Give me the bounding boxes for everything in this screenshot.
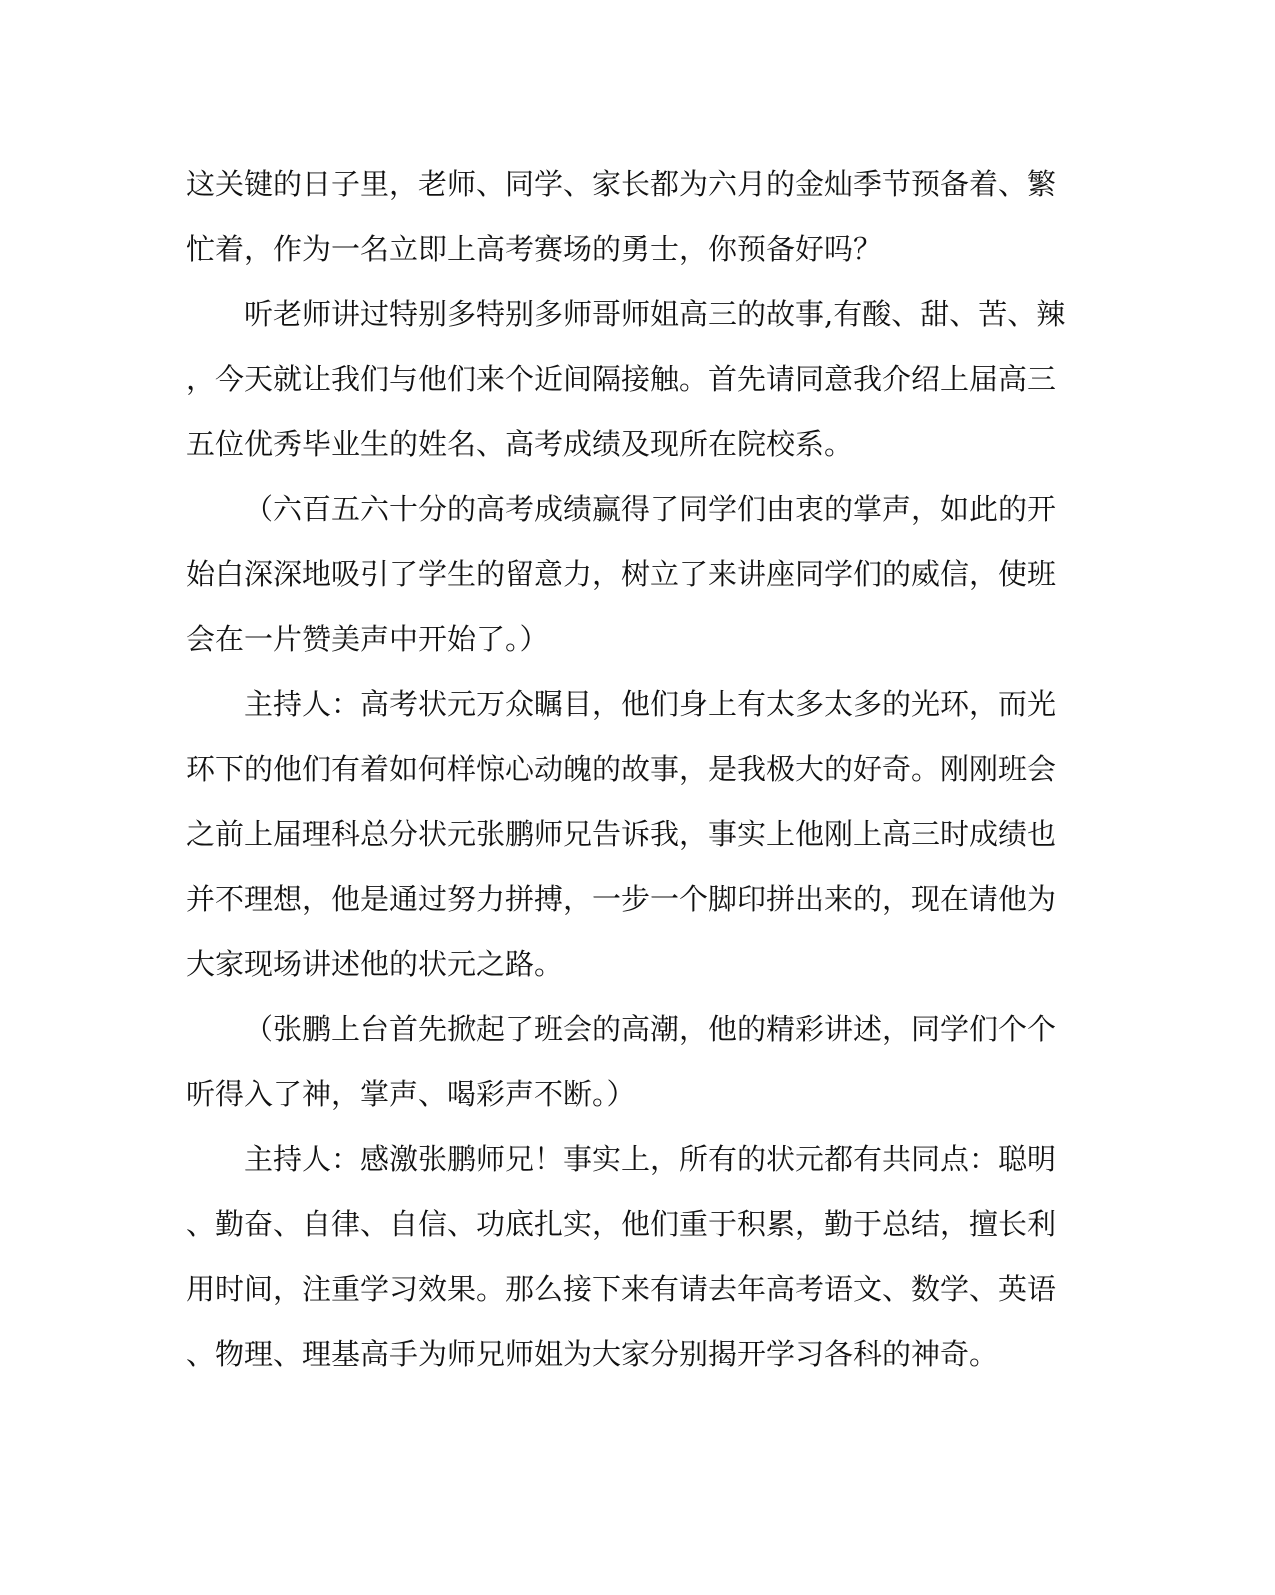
text-line: 、勤奋、自律、自信、功底扎实，他们重于积累，勤于总结，擅长利 [186,1207,1057,1241]
body-text [186,152,1066,1387]
text-line: 五位优秀毕业生的姓名、高考成绩及现所在院校系。 [186,427,854,461]
text-line: 始白深深地吸引了学生的留意力，树立了来讲座同学们的威信，使班 [186,557,1057,591]
text-line: 用时间，注重学习效果。那么接下来有请去年高考语文、数学、英语 [186,1272,1057,1306]
text-line: 大家现场讲述他的状元之路。 [186,947,564,981]
text-line: 并不理想，他是通过努力拼搏，一步一个脚印拼出来的，现在请他为 [186,882,1057,916]
text-line: 主持人：高考状元万众瞩目，他们身上有太多太多的光环，而光 [244,687,1057,721]
text-line: 这关键的日子里，老师、同学、家长都为六月的金灿季节预备着、繁 [186,167,1057,201]
text-line: 主持人：感激张鹏师兄！事实上，所有的状元都有共同点：聪明 [244,1142,1057,1176]
text-line: 听老师讲过特别多特别多师哥师姐高三的故事,有酸、甜、苦、辣 [244,297,1066,331]
text-line: 会在一片赞美声中开始了。） [186,622,549,656]
text-line: ，今天就让我们与他们来个近间隔接触。首先请同意我介绍上届高三 [186,362,1057,396]
text-line: 听得入了神，掌声、喝彩声不断。） [186,1077,636,1111]
text-line: 环下的他们有着如何样惊心动魄的故事，是我极大的好奇。刚刚班会 [186,752,1057,786]
text-line: （张鹏上台首先掀起了班会的高潮，他的精彩讲述，同学们个个 [244,1012,1057,1046]
text-line: 、物理、理基高手为师兄师姐为大家分别揭开学习各科的神奇。 [186,1337,999,1371]
text-line: 之前上届理科总分状元张鹏师兄告诉我，事实上他刚上高三时成绩也 [186,817,1057,851]
text-line: （六百五六十分的高考成绩赢得了同学们由衷的掌声，如此的开 [244,492,1057,526]
text-line: 忙着，作为一名立即上高考赛场的勇士，你预备好吗？ [186,232,883,266]
